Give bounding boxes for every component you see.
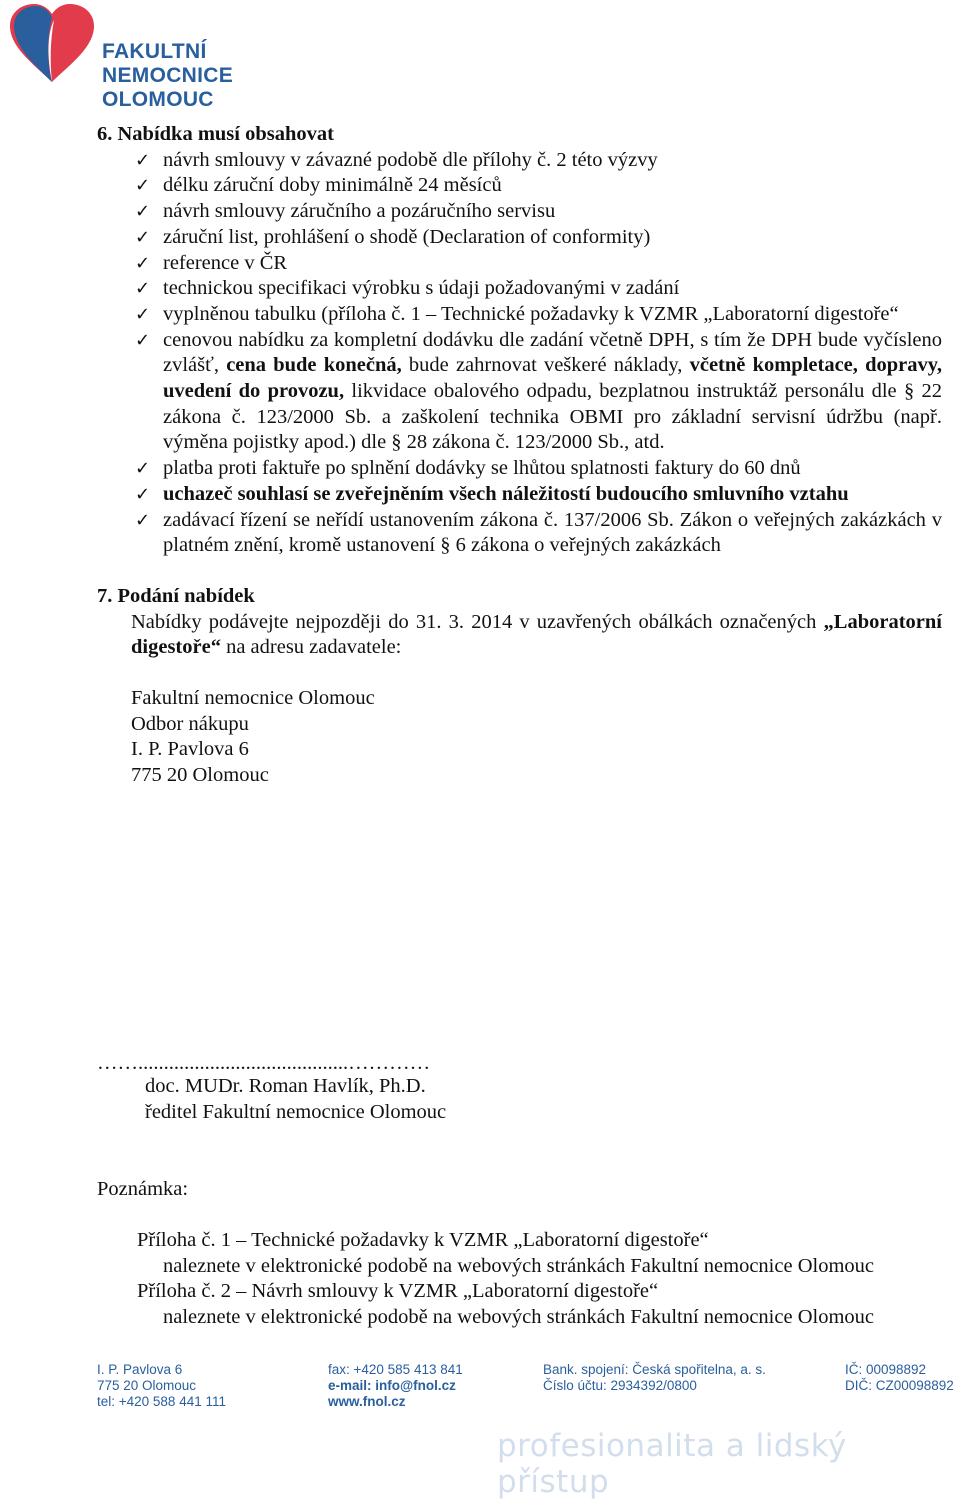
attachment-note: naleznete v elektronické podobě na webových stránkách Fakultní nemocnice Olomouc (163, 1306, 874, 1329)
footer-slogan: profesionalita a lidský přístup (497, 1428, 847, 1500)
checkmark-icon: ✓ (135, 201, 151, 223)
document-body (97, 122, 942, 789)
section6-heading: 6. Nabídka musí obsahovat (97, 123, 334, 145)
section7-heading: 7. Podání nabídek (97, 584, 255, 607)
hospital-logo (6, 2, 336, 111)
list-item: ✓ záruční list, prohlášení o shodě (Declaration of conformity) (97, 225, 942, 251)
checkmark-icon: ✓ (135, 303, 151, 325)
footer-bank: Bank. spojení: Česká spořitelna, a. s. Číslo účtu: 2934392/0800 (543, 1362, 766, 1393)
list-item: ✓ cenovou nabídku za kompletní dodávku dle zadání včetně DPH, s tím že DPH bude vyčísleno zvlášť, cena bude konečná, bude zahrnovat veškeré náklady, včetně kompletace, dopravy, uvedení do provozu, likvidace obalového odpadu, bezplatnou instruktáž personálu dle § 22 zákona č. 123/2000 Sb. a zaškolení technika OBMI pro základní servisní údržbu (např. výměna pojistky apod.) dle § 28 zákona č. 123/2000 Sb., atd. (135, 328, 942, 454)
checkmark-icon: ✓ (135, 175, 151, 197)
logo-line2: OLOMOUC (102, 88, 214, 111)
list-item: ✓ návrh smlouvy záručního a pozáručního servisu (97, 199, 942, 225)
address-line: I. P. Pavlova 6 (131, 738, 249, 761)
signatory-name: doc. MUDr. Roman Havlík, Ph.D. (145, 1075, 426, 1097)
list-item: ✓ reference v ČR (97, 251, 942, 277)
signatory-title: ředitel Fakultní nemocnice Olomouc (145, 1100, 447, 1123)
section6-list (97, 148, 942, 559)
signature-block (145, 1074, 446, 1125)
attachment-note: naleznete v elektronické podobě na webových stránkách Fakultní nemocnice Olomouc (163, 1254, 874, 1277)
website-link[interactable]: www.fnol.cz (328, 1394, 406, 1409)
list-item: ✓ technickou specifikaci výrobku s údaji požadovanými v zadání (97, 276, 942, 302)
checkmark-icon: ✓ (135, 226, 151, 248)
list-item: ✓ uchazeč souhlasí se zveřejněním všech náležitostí budoucího smluvního vztahu (97, 482, 942, 508)
checkmark-icon: ✓ (135, 149, 151, 171)
footer-contact: fax: +420 585 413 841 e-mail: info@fnol.cz www.fnol.cz (328, 1362, 463, 1409)
checkmark-icon: ✓ (135, 252, 151, 274)
attachments-list (137, 1228, 874, 1331)
list-item: ✓ platba proti faktuře po splnění dodávky se lhůtou splatnosti faktury do 60 dnů (97, 456, 942, 482)
checkmark-icon: ✓ (135, 278, 151, 300)
footer-address: I. P. Pavlova 6 775 20 Olomouc tel: +420 588 441 111 (97, 1362, 226, 1409)
address-block (97, 686, 942, 789)
email-link[interactable]: e-mail: info@fnol.cz (328, 1378, 456, 1393)
address-line: 775 20 Olomouc (131, 764, 269, 787)
checkmark-icon: ✓ (135, 483, 151, 505)
checkmark-icon: ✓ (135, 458, 151, 480)
checkmark-icon: ✓ (135, 509, 151, 531)
attachment-title: Příloha č. 1 – Technické požadavky k VZMR „Laboratorní digestoře“ (137, 1229, 709, 1251)
submission-text: Nabídky podávejte nejpozději do 31. 3. 2014 v uzavřených obálkách označených „Laboratorní digestoře“ na adresu zadavatele: (131, 610, 942, 659)
signature-line: …….........................................………… (97, 1052, 431, 1074)
note-label: Poznámka: (97, 1178, 189, 1200)
list-item: ✓ délku záruční doby minimálně 24 měsíců (97, 173, 942, 199)
heart-logo-icon (6, 2, 98, 86)
attachment-title: Příloha č. 2 – Návrh smlouvy k VZMR „Laboratorní digestoře“ (137, 1280, 659, 1303)
address-line: Fakultní nemocnice Olomouc (131, 687, 375, 710)
list-item: ✓ návrh smlouvy v závazné podobě dle přílohy č. 2 této výzvy (97, 148, 942, 174)
logo-line1: FAKULTNÍ NEMOCNICE (102, 40, 234, 87)
checkmark-icon: ✓ (135, 329, 151, 351)
list-item: ✓ vyplněnou tabulku (příloha č. 1 – Technické požadavky k VZMR „Laboratorní digestoře“ (97, 302, 942, 328)
footer-ids: IČ: 00098892 DIČ: CZ00098892 (845, 1362, 954, 1393)
list-item: ✓ zadávací řízení se neřídí ustanovením zákona č. 137/2006 Sb. Zákon o veřejných zakázkách v platném znění, kromě ustanovení § 6 zákona o veřejných zakázkách (135, 508, 942, 557)
address-line: Odbor nákupu (131, 712, 249, 735)
